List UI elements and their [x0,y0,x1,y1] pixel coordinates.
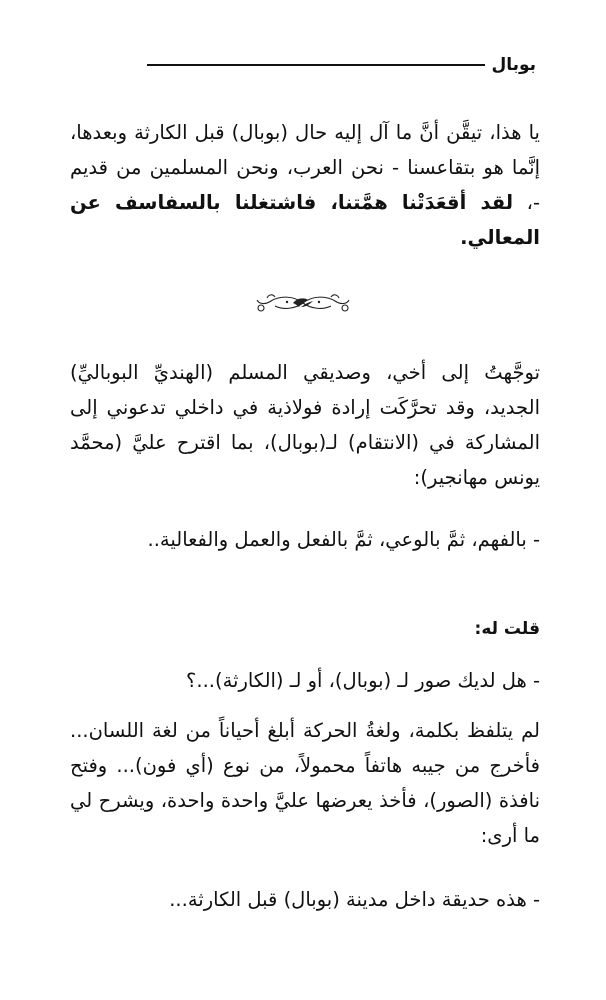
paragraph-6: لم يتلفظ بكلمة، ولغةُ الحركة أبلغ أحياناً من لغة اللسان... فأخرج من جيبه هاتفاً محمولاً، من نوع (أي فون)... وفتح نافذة (الصور)، فأخذ يعرضها عليَّ واحدة واحدة، ويشرح لي ما أرى: [70,719,540,847]
running-title: بوبال [491,55,536,75]
paragraph-3: - بالفهم، ثمَّ بالوعي، ثمَّ بالفعل والعمل والفعالية.. [147,528,540,551]
paragraph-1-bold-text: لقد أقعَدَتْنا همَّتنا، فاشتغلنا بالسفاسف عن المعالي. [70,191,540,249]
paragraph-1-text: يا هذا، تيقَّن أنَّ ما آل إليه حال (بوبال) قبل الكارثة وبعدها، إنَّما هو بتقاعسنا - نحن العرب، ونحن المسلمين من قديم -، [70,121,540,214]
paragraph-4: قلت له: [474,619,540,639]
header-rule [147,64,485,66]
paragraph-2: توجَّهتُ إلى أخي، وصديقي المسلم (الهنديِّ البوباليِّ) الجديد، وقد تحرَّكَت إرادة فولاذية في داخلي تدعوني إلى المشاركة في (الانتقام) لـ(بوبال)، بما اقترح عليَّ (محمَّد يونس مهانجير): [70,361,540,489]
paragraph-1 [70,115,540,255]
paragraph-5: - هل لديك صور لـ (بوبال)، أو لـ (الكارثة)...؟ [186,669,540,692]
floral-divider-icon [253,286,353,320]
paragraph-7: - هذه حديقة داخل مدينة (بوبال) قبل الكارثة... [169,888,540,911]
running-header [147,55,536,75]
